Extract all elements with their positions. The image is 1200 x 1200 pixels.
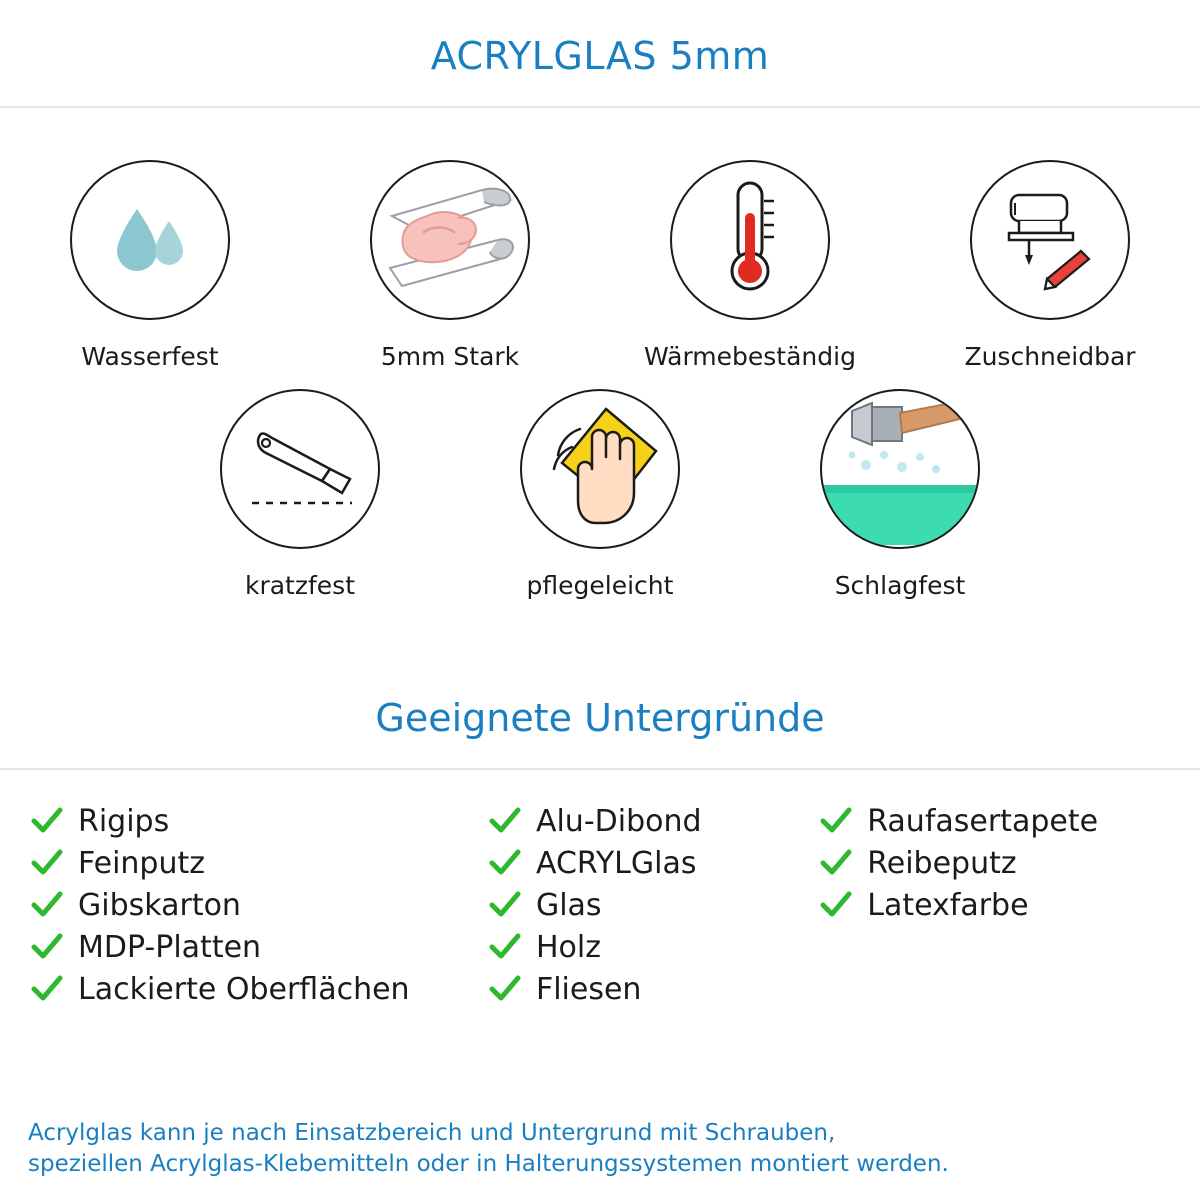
feature-waermebestaendig (600, 160, 900, 371)
feature-icon-circle (220, 389, 380, 549)
list-item (819, 884, 1170, 926)
list-item-label: Fliesen (535, 971, 642, 1007)
substrates-column-3 (819, 800, 1170, 1010)
feature-icon-circle (670, 160, 830, 320)
check-icon (30, 930, 64, 964)
list-item-label: Feinputz (78, 845, 205, 881)
list-item (488, 968, 819, 1010)
feature-label: Wasserfest (81, 342, 219, 371)
knife-scratch-icon (230, 397, 370, 541)
footnote-line-2: speziellen Acrylglas-Klebemitteln oder in Halterungssystemen montiert werden. (28, 1150, 949, 1177)
check-icon (488, 846, 522, 880)
hammer-impact-icon (822, 389, 978, 549)
footnote (28, 1118, 1184, 1180)
check-icon (488, 930, 522, 964)
list-item-label: Raufasertapete (867, 803, 1099, 839)
list-item-label: Gibskarton (78, 887, 241, 923)
check-icon (488, 888, 522, 922)
list-item (819, 842, 1170, 884)
list-item-label: Latexfarbe (867, 887, 1029, 923)
feature-icon-circle (370, 160, 530, 320)
substrates-column-1 (30, 800, 488, 1010)
feature-row-1 (0, 160, 1200, 371)
water-drops-icon (95, 183, 205, 297)
list-item (30, 842, 488, 884)
check-icon (488, 972, 522, 1006)
jigsaw-cutter-icon (985, 173, 1115, 307)
list-item-label: Rigips (78, 803, 170, 839)
check-icon (30, 846, 64, 880)
feature-pflegeleicht (450, 389, 750, 600)
check-icon (30, 888, 64, 922)
check-icon (819, 888, 853, 922)
list-item (488, 926, 819, 968)
feature-zuschneidbar (900, 160, 1200, 371)
feature-label: Schlagfest (834, 571, 966, 600)
list-item (30, 884, 488, 926)
feature-label: Wärmebeständig (644, 342, 856, 371)
feature-icon-circle (820, 389, 980, 549)
substrates-title: Geeignete Untergründe (375, 696, 825, 740)
list-item-label: Holz (535, 929, 601, 965)
list-item (488, 800, 819, 842)
list-item (488, 842, 819, 884)
check-icon (819, 846, 853, 880)
feature-label: pflegeleicht (526, 571, 674, 600)
feature-label: kratzfest (244, 571, 355, 600)
feature-kratzfest (150, 389, 450, 600)
check-icon (30, 972, 64, 1006)
feature-5mm-stark (300, 160, 600, 371)
list-item-label: MDP-Platten (78, 929, 262, 965)
list-item-label: Lackierte Oberflächen (78, 971, 410, 1007)
substrates-column-2 (488, 800, 819, 1010)
list-item-label: Alu-Dibond (535, 803, 702, 839)
feature-label: Zuschneidbar (964, 342, 1136, 371)
list-item (30, 968, 488, 1010)
feature-icon-circle (970, 160, 1130, 320)
check-icon (30, 804, 64, 838)
feature-label: 5mm Stark (380, 342, 520, 371)
feature-row-2 (0, 389, 1200, 600)
thermometer-icon (690, 173, 810, 307)
feature-icon-circle (70, 160, 230, 320)
feature-schlagfest (750, 389, 1050, 600)
page-title: ACRYLGLAS 5mm (430, 34, 770, 78)
list-item (819, 800, 1170, 842)
feature-icon-circle (520, 389, 680, 549)
list-item-label: Glas (535, 887, 602, 923)
substrates-list (0, 770, 1200, 1010)
footnote-line-1: Acrylglas kann je nach Einsatzbereich und Untergrund mit Schrauben, (28, 1119, 836, 1146)
cleaning-hand-cloth-icon (522, 389, 678, 549)
list-item-label: ACRYLGlas (535, 845, 697, 881)
flexing-arm-icon (372, 160, 528, 320)
feature-wasserfest (0, 160, 300, 371)
list-item-label: Reibeputz (867, 845, 1017, 881)
list-item (30, 800, 488, 842)
check-icon (488, 804, 522, 838)
list-item (30, 926, 488, 968)
check-icon (819, 804, 853, 838)
list-item (488, 884, 819, 926)
feature-grid (0, 108, 1200, 600)
